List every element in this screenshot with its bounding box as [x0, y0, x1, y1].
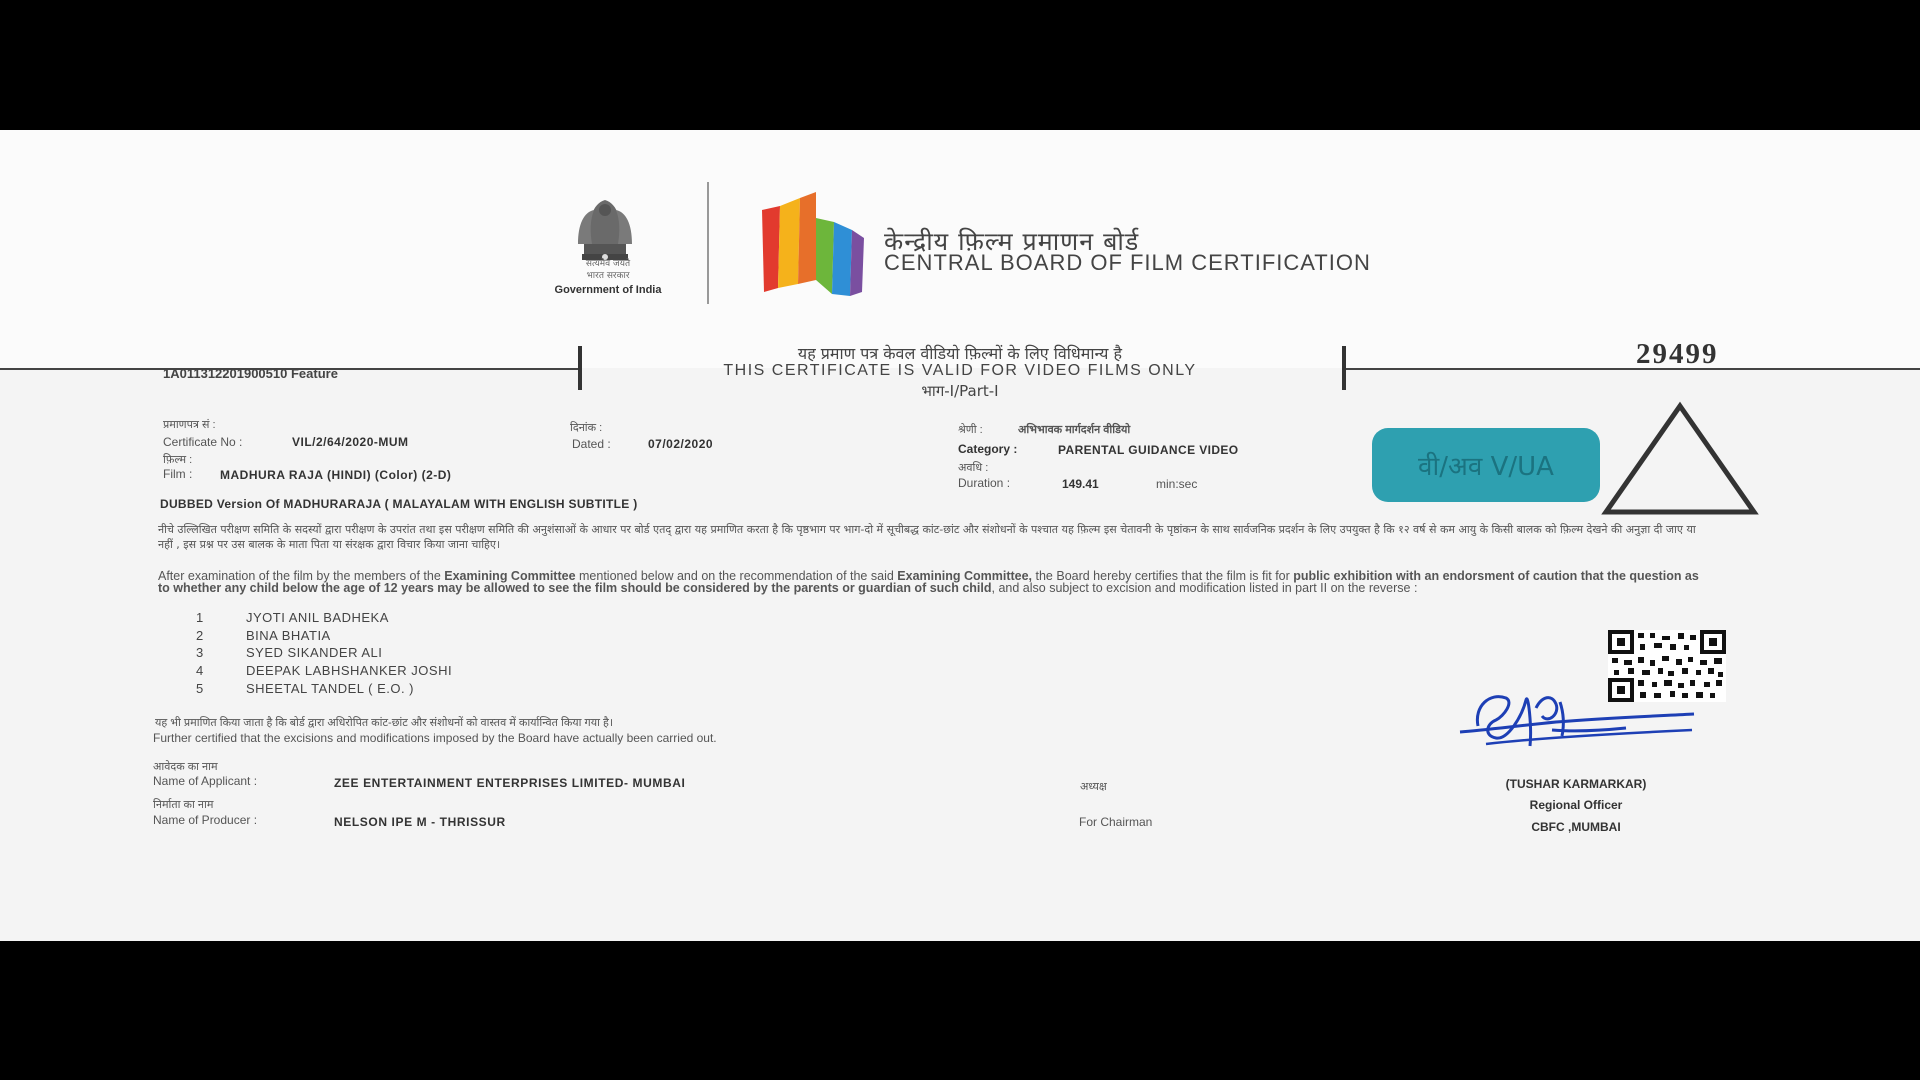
emblem-motto: सत्यमेव जयते — [585, 259, 631, 269]
body-hindi-paragraph: नीचे उल्लिखित परीक्षण समिति के सदस्यों द्वारा परीक्षण के उपरांत तथा इस परीक्षण समिति की अनुशंसाओं के आधार पर बोर्ड एतद् द्वारा यह प्रमाणित करता है कि पृष्ठभाग पर भाग-दो में सूचीबद्ध कांट-छांट और संशोधनों के पश्चात यह फ़िल्म इस चेतावनी के पृष्ठांकन के साथ सार्वजनिक प्रदर्शन के लिए उपयुक्त है कि १२ वर्ष से कम आयु के किसी बालक को फ़िल्म देखने की अनुज्ञा दी जाए या नहीं , इस प्रश्न पर उस बालक के माता पिता या संरक्षक द्वारा विचार किया जाना चाहिए। — [158, 523, 1696, 551]
film-hindi: फ़िल्म : — [163, 454, 193, 466]
committee-member: SYED SIKANDER ALI — [246, 645, 383, 660]
bottom-letterbox — [0, 941, 1920, 1080]
signature-icon — [1456, 686, 1698, 762]
duration-value: 149.41 — [1062, 477, 1099, 491]
banner-tick-right — [1342, 346, 1346, 390]
cert-no-label: Certificate No : — [163, 435, 243, 449]
validity-english: THIS CERTIFICATE IS VALID FOR VIDEO FILMS ONLY — [723, 362, 1197, 379]
certification-hindi: यह भी प्रमाणित किया जाता है कि बोर्ड द्वारा अधिरोपित कांट-छांट और संशोधनों को वास्तव में कार्यान्वित किया गया है। — [155, 717, 614, 729]
board-name-english: CENTRAL BOARD OF FILM CERTIFICATION — [884, 250, 1371, 275]
category-value: PARENTAL GUIDANCE VIDEO — [1058, 443, 1239, 457]
committee-member: JYOTI ANIL BADHEKA — [246, 610, 389, 625]
body-text-part3: the Board hereby certifies that the film is fit for — [1032, 569, 1294, 583]
committee-member: BINA BHATIA — [246, 628, 331, 643]
board-name-hindi: केन्द्रीय फ़िल्म प्रमाणन बोर्ड — [884, 227, 1140, 256]
certificate-serial: 29499 — [1636, 338, 1719, 370]
body-text-part1: After examination of the film by the members of the — [158, 569, 445, 583]
cert-no-value: VIL/2/64/2020-MUM — [292, 435, 409, 449]
banner-line-right — [1346, 368, 1920, 370]
date-label: Dated : — [572, 437, 611, 451]
category-hindi-value: अभिभावक मार्गदर्शन वीडियो — [1018, 424, 1131, 436]
rating-triangle-icon — [1600, 400, 1760, 518]
government-label: Government of India — [554, 284, 662, 296]
header-divider — [707, 182, 709, 304]
body-bold-part3: public exhibition with an endorsment of caution that the question as to whether any child below the age of 12 years may be allowed to see the film should be considered by the parents or guardian of such child — [158, 569, 1699, 595]
body-text-part4: , and also subject to excision and modification listed in part II on the reverse : — [991, 581, 1418, 595]
producer-hindi: निर्माता का नाम — [153, 799, 214, 811]
cbfc-logo-icon — [758, 188, 868, 298]
certificate-sheet — [0, 130, 1920, 941]
body-bold-part2: Examining Committee, — [897, 569, 1033, 583]
committee-number: 4 — [196, 663, 204, 678]
date-value: 07/02/2020 — [648, 437, 714, 451]
committee-number: 5 — [196, 681, 204, 696]
film-value: MADHURA RAJA (HINDI) (Color) (2-D) — [220, 468, 452, 482]
producer-value: NELSON IPE M - THRISSUR — [334, 815, 506, 829]
film-label: Film : — [163, 467, 193, 481]
feature-code: 1A011312201900510 Feature — [163, 366, 338, 381]
applicant-value: ZEE ENTERTAINMENT ENTERPRISES LIMITED- MUMBAI — [334, 776, 686, 790]
committee-number: 3 — [196, 645, 204, 660]
date-hindi: दिनांक : — [570, 422, 603, 434]
dubbed-note: DUBBED Version Of MADHURARAJA ( MALAYALAM WITH ENGLISH SUBTITLE ) — [160, 497, 638, 511]
committee-number: 1 — [196, 610, 204, 625]
applicant-hindi: आवेदक का नाम — [153, 761, 218, 773]
duration-unit: min:sec — [1156, 477, 1198, 491]
cert-no-hindi: प्रमाणपत्र सं : — [163, 419, 216, 431]
validity-hindi: यह प्रमाण पत्र केवल वीडियो फ़िल्मों के लिए विधिमान्य है — [797, 344, 1123, 363]
certification-english: Further certified that the excisions and modifications imposed by the Board have actually been carried out. — [153, 731, 717, 745]
emblem-country: भारत सरकार — [586, 271, 630, 281]
applicant-label: Name of Applicant : — [153, 774, 258, 788]
committee-number: 2 — [196, 628, 204, 643]
duration-label: Duration : — [958, 476, 1011, 490]
signatory-name: (TUSHAR KARMARKAR) — [1505, 777, 1647, 791]
rating-badge: वी/अव V/UA — [1372, 428, 1600, 502]
part-label: भाग-I/Part-I — [921, 382, 999, 400]
category-label: Category : — [958, 442, 1018, 456]
top-letterbox — [0, 0, 1920, 130]
body-text-part2: mentioned below and on the recommendation of the said — [575, 569, 898, 583]
category-hindi-label: श्रेणी : — [958, 424, 983, 436]
body-bold-part1: Examining Committee — [444, 569, 576, 583]
duration-hindi: अवधि : — [958, 462, 989, 474]
producer-label: Name of Producer : — [153, 813, 258, 827]
committee-member: SHEETAL TANDEL ( E.O. ) — [246, 681, 415, 696]
signatory-office: CBFC ,MUMBAI — [1531, 820, 1621, 834]
emblem-caption-hindi — [532, 258, 684, 282]
body-english-paragraph — [158, 570, 1703, 594]
signatory-title: Regional Officer — [1529, 798, 1623, 812]
chairman-hindi: अध्यक्ष — [1080, 781, 1107, 793]
chairman-label: For Chairman — [1079, 815, 1153, 829]
committee-member: DEEPAK LABHSHANKER JOSHI — [246, 663, 453, 678]
